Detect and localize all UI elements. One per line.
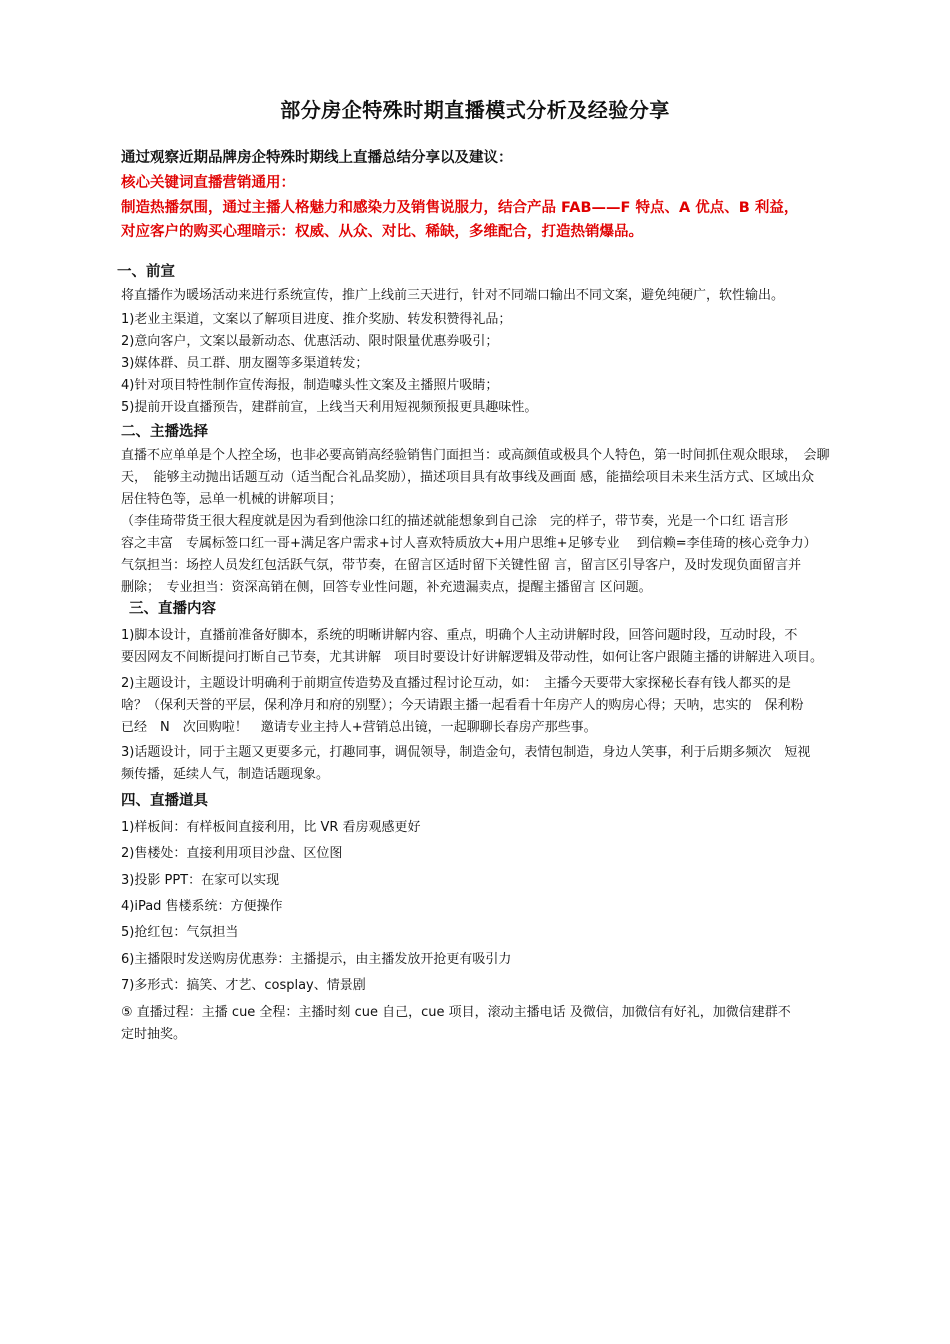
list-item: 1)老业主渠道，文案以了解项目进度、推介奖励、转发积赞得礼品； — [121, 312, 512, 327]
keyword-line-2: 对应客户的购买心理暗示：权威、从众、对比、稀缺，多维配合，打造热销爆品。 — [121, 224, 643, 240]
paragraph-line: 直播不应单单是个人控全场，也非必要高销高经验销售门面担当：或高颜值或极具个人特色，第一时间抓住观众眼球， 会聊 — [121, 448, 830, 463]
keyword-label: 核心关键词直播营销通用： — [121, 175, 295, 191]
list-item: 1)样板间：有样板间直接利用，比 VR 看房观感更好 — [121, 820, 421, 835]
paragraph-line: 要因网友不间断提问打断自己节奏，尤其讲解 项目时要设计好讲解逻辑及带动性，如何让客户跟随主播的讲解进入项目。 — [121, 650, 824, 665]
paragraph-line: 1)脚本设计，直播前准备好脚本，系统的明晰讲解内容、重点，明确个人主动讲解时段，回答问题时段，互动时段，不 — [121, 628, 798, 643]
paragraph-line: 啥？（保利天誉的平层，保利净月和府的别墅）；今天请跟主播一起看看十年房产人的购房心得；天呐，忠实的 保利粉 — [121, 698, 804, 713]
section-heading-props: 四、直播道具 — [121, 793, 208, 809]
paragraph-line: 天， 能够主动抛出话题互动（适当配合礼品奖励），描述项目具有故事线及画面 感，能描绘项目未来生活方式、区域出众 — [121, 470, 815, 485]
intro-line: 通过观察近期品牌房企特殊时期线上直播总结分享以及建议： — [121, 150, 513, 166]
list-item: 2)意向客户，文案以最新动态、优惠活动、限时限量优惠券吸引； — [121, 334, 499, 349]
list-item: 6)主播限时发送购房优惠券：主播提示，由主播发放开抢更有吸引力 — [121, 952, 512, 967]
paragraph-line: 频传播，延续人气，制造话题现象。 — [121, 767, 330, 782]
section-heading-preheat: 一、前宣 — [117, 264, 175, 280]
list-item: 5)抢红包：气氛担当 — [121, 925, 239, 940]
list-item: 4)iPad 售楼系统：方便操作 — [121, 899, 283, 914]
list-item: 5)提前开设直播预告，建群前宣，上线当天利用短视频预报更具趣味性。 — [121, 400, 538, 415]
paragraph-line: 3)话题设计，同于主题又更要多元，打趣同事，调侃领导，制造金句，表情包制造，身边人笑事，利于后期多频次 短视 — [121, 745, 811, 760]
paragraph-line: 气氛担当：场控人员发红包活跃气氛，带节奏，在留言区适时留下关键性留 言，留言区引导客户，及时发现负面留言并 — [121, 558, 802, 573]
list-item: 7)多形式：搞笑、才艺、cosplay、情景剧 — [121, 978, 366, 993]
page-title: 部分房企特殊时期直播模式分析及经验分享 — [280, 98, 670, 122]
list-item: 4)针对项目特性制作宣传海报，制造噱头性文案及主播照片吸睛； — [121, 378, 499, 393]
list-item: 3)投影 PPT：在家可以实现 — [121, 873, 280, 888]
section-heading-host: 二、主播选择 — [121, 424, 208, 440]
keyword-line-1: 制造热播氛围，通过主播人格魅力和感染力及销售说服力，结合产品 FAB——F 特点、A 优点、B 利益， — [121, 200, 799, 216]
paragraph-line: （李佳琦带货王很大程度就是因为看到他涂口红的描述就能想象到自己涂 完的样子，带节奏，光是一个口红 语言形 — [121, 514, 789, 529]
section-heading-content: 三、直播内容 — [129, 601, 216, 617]
paragraph-line: 容之丰富 专属标签口红一哥+满足客户需求+讨人喜欢特质放大+用户思维+足够专业 到信赖=李佳琦的核心竞争力） — [121, 536, 817, 551]
list-item: 2)售楼处：直接利用项目沙盘、区位图 — [121, 846, 343, 861]
paragraph-line: 将直播作为暖场活动来进行系统宣传，推广上线前三天进行，针对不同端口输出不同文案，避免纯硬广，软性输出。 — [121, 288, 785, 303]
paragraph-line: 删除； 专业担当：资深高销在侧，回答专业性问题，补充遗漏卖点，提醒主播留言 区问题。 — [121, 580, 652, 595]
list-item: ⑤ 直播过程：主播 cue 全程：主播时刻 cue 自己，cue 项目，滚动主播电话 及微信，加微信有好礼，加微信建群不 — [121, 1005, 791, 1020]
list-item: 3)媒体群、员工群、朋友圈等多渠道转发； — [121, 356, 369, 371]
paragraph-line: 2)主题设计，主题设计明确利于前期宣传造势及直播过程讨论互动，如： 主播今天要带大家探秘长春有钱人都买的是 — [121, 676, 791, 691]
paragraph-line: 已经 N 次回购啦！ 邀请专业主持人+营销总出镜，一起聊聊长春房产那些事。 — [121, 720, 597, 735]
list-item: 定时抽奖。 — [121, 1027, 187, 1042]
paragraph-line: 居住特色等，忌单一机械的讲解项目； — [121, 492, 343, 507]
